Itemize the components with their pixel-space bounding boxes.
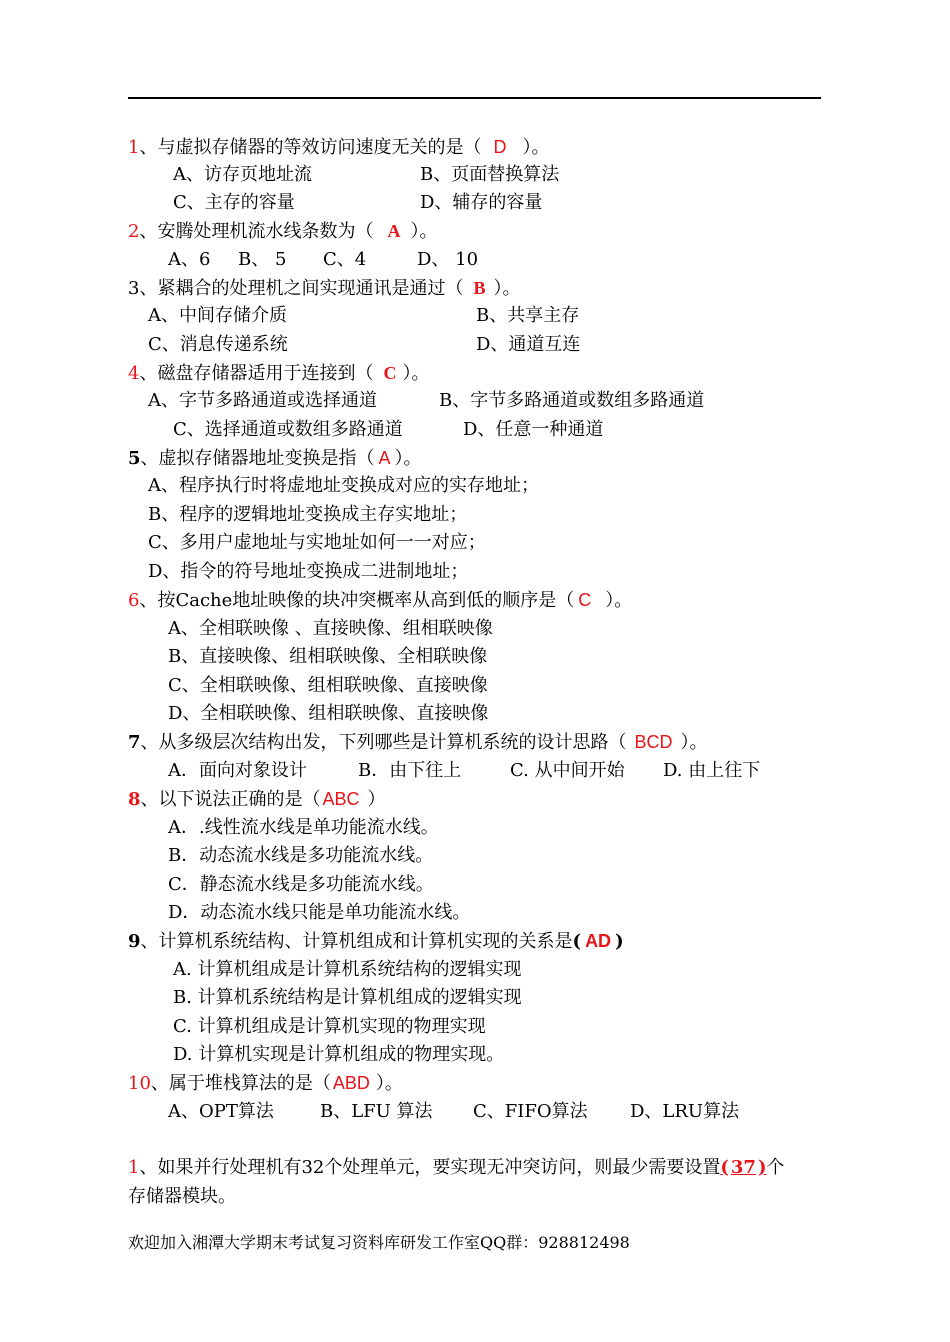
option: C、选择通道或数组多路通道 xyxy=(173,419,403,440)
option: B、程序的逻辑地址变换成主存实地址； xyxy=(148,504,468,525)
option: D. 计算机实现是计算机组成的物理实现。 xyxy=(173,1044,505,1065)
option: A．面向对象设计 xyxy=(168,760,307,781)
option: B、LFU 算法 xyxy=(320,1101,433,1122)
answer: C xyxy=(383,363,397,383)
option: C、主存的容量 xyxy=(173,192,295,213)
fill-question-1 xyxy=(128,1157,784,1179)
option: D、任意一种通道 xyxy=(463,419,604,440)
question-number: 1 xyxy=(128,1157,140,1178)
option: A、字节多路通道或选择通道 xyxy=(148,390,377,411)
answer: ABD xyxy=(332,1073,370,1093)
option: D. 由上往下 xyxy=(663,760,761,781)
footer-note: 欢迎加入湘潭大学期末考试复习资料库研发工作室QQ群：928812498 xyxy=(128,1233,630,1252)
paren-close: ) xyxy=(757,1157,767,1178)
option: B. 计算机系统结构是计算机组成的逻辑实现 xyxy=(173,987,522,1008)
question-1 xyxy=(128,136,549,159)
question-text: 、按Cache地址映像的块冲突概率从高到低的顺序是（ xyxy=(139,590,575,611)
answer: BCD xyxy=(634,732,673,752)
question-end: ）。 xyxy=(394,448,422,469)
option: D、LRU算法 xyxy=(630,1101,740,1122)
question-number: 3 xyxy=(128,278,140,299)
option: D、通道互连 xyxy=(476,334,581,355)
answer: A xyxy=(378,448,391,468)
fill-question-1-line2: 存储器模块。 xyxy=(128,1186,236,1207)
answer: AD xyxy=(585,931,612,951)
question-number: 2 xyxy=(128,221,140,242)
question-end: 个 xyxy=(766,1157,785,1178)
question-number: 8 xyxy=(128,789,141,810)
question-number: 6 xyxy=(128,590,140,611)
option: C、消息传递系统 xyxy=(148,334,288,355)
question-10 xyxy=(128,1072,403,1095)
answer: A xyxy=(387,221,401,241)
question-number: 7 xyxy=(128,732,141,753)
question-number: 4 xyxy=(128,363,140,384)
question-end: ）。 xyxy=(375,1073,403,1094)
question-text: 、以下说法正确的是（ xyxy=(140,789,321,810)
paren-open: ( xyxy=(572,931,582,952)
question-6 xyxy=(128,589,632,612)
option: A、全相联映像 、直接映像、组相联映像 xyxy=(168,618,493,639)
option: A、访存页地址流 xyxy=(173,164,312,185)
answer: B xyxy=(473,278,486,298)
option: D、指令的符号地址变换成二进制地址； xyxy=(148,561,469,582)
question-number: 1 xyxy=(128,137,140,158)
question-2 xyxy=(128,220,437,243)
question-number: 10 xyxy=(128,1073,151,1094)
question-text: 、与虚拟存储器的等效访问速度无关的是（ xyxy=(139,137,482,158)
question-text: 、虚拟存储器地址变换是指（ xyxy=(140,448,375,469)
option: B、直接映像、组相联映像、全相联映像 xyxy=(168,646,488,667)
question-number: 9 xyxy=(128,931,141,952)
option: A. 计算机组成是计算机系统结构的逻辑实现 xyxy=(173,959,522,980)
answer: D xyxy=(493,137,507,157)
question-text: 、紧耦合的处理机之间实现通讯是通过（ xyxy=(139,278,464,299)
question-5 xyxy=(128,447,422,470)
question-end: ）。 xyxy=(522,137,550,158)
question-text: 、从多级层次结构出发，下列哪些是计算机系统的设计思路（ xyxy=(140,732,627,753)
question-3 xyxy=(128,277,520,300)
option: C、多用户虚地址与实地址如何一一对应； xyxy=(148,532,486,553)
option: D、 10 xyxy=(417,249,479,270)
option: B、共享主存 xyxy=(476,305,580,326)
question-text: 、磁盘存储器适用于连接到（ xyxy=(139,363,374,384)
question-4 xyxy=(128,362,429,385)
answer: C xyxy=(578,590,592,610)
option: B．动态流水线是多功能流水线。 xyxy=(168,845,434,866)
option: B．由下往上 xyxy=(358,760,462,781)
option: C、FIFO算法 xyxy=(473,1101,588,1122)
option: A．.线性流水线是单功能流水线。 xyxy=(168,817,439,838)
question-end: ）。 xyxy=(605,590,633,611)
option: B、页面替换算法 xyxy=(420,164,560,185)
option: D、辅存的容量 xyxy=(420,192,543,213)
question-number: 5 xyxy=(128,448,141,469)
question-text: 、安腾处理机流水线条数为（ xyxy=(139,221,374,242)
option: A、6 xyxy=(168,249,211,270)
answer: ABC xyxy=(322,789,360,809)
question-end: ）。 xyxy=(402,363,430,384)
question-end: ） xyxy=(367,789,386,810)
question-8 xyxy=(128,788,386,811)
question-text: 、属于堆栈算法的是（ xyxy=(150,1073,331,1094)
question-text: 、计算机系统结构、计算机组成和计算机实现的关系是 xyxy=(140,931,573,952)
header-rule xyxy=(128,97,821,99)
option: C、全相联映像、组相联映像、直接映像 xyxy=(168,675,488,696)
answer: 37 xyxy=(730,1157,756,1178)
option: A、程序执行时将虚地址变换成对应的实存地址； xyxy=(148,475,539,496)
option: D、全相联映像、组相联映像、直接映像 xyxy=(168,703,489,724)
question-end: ）。 xyxy=(493,278,521,299)
question-end: ）。 xyxy=(410,221,438,242)
option: A、中间存储介质 xyxy=(148,305,287,326)
option: D．动态流水线只能是单功能流水线。 xyxy=(168,902,471,923)
option: A、OPT算法 xyxy=(168,1101,274,1122)
option: C. 计算机组成是计算机实现的物理实现 xyxy=(173,1016,486,1037)
option: B、字节多路通道或数组多路通道 xyxy=(439,390,705,411)
option: C、4 xyxy=(323,249,367,270)
question-text: 、如果并行处理机有32个处理单元，要实现无冲突访问，则最少需要设置 xyxy=(139,1157,721,1178)
paren-close: ) xyxy=(615,931,624,952)
question-end: ）。 xyxy=(680,732,708,753)
paren-open: ( xyxy=(720,1157,729,1178)
option: C．静态流水线是多功能流水线。 xyxy=(168,874,434,895)
question-9 xyxy=(128,930,624,953)
option: B、 5 xyxy=(238,249,287,270)
question-7 xyxy=(128,731,708,754)
option: C. 从中间开始 xyxy=(510,760,625,781)
